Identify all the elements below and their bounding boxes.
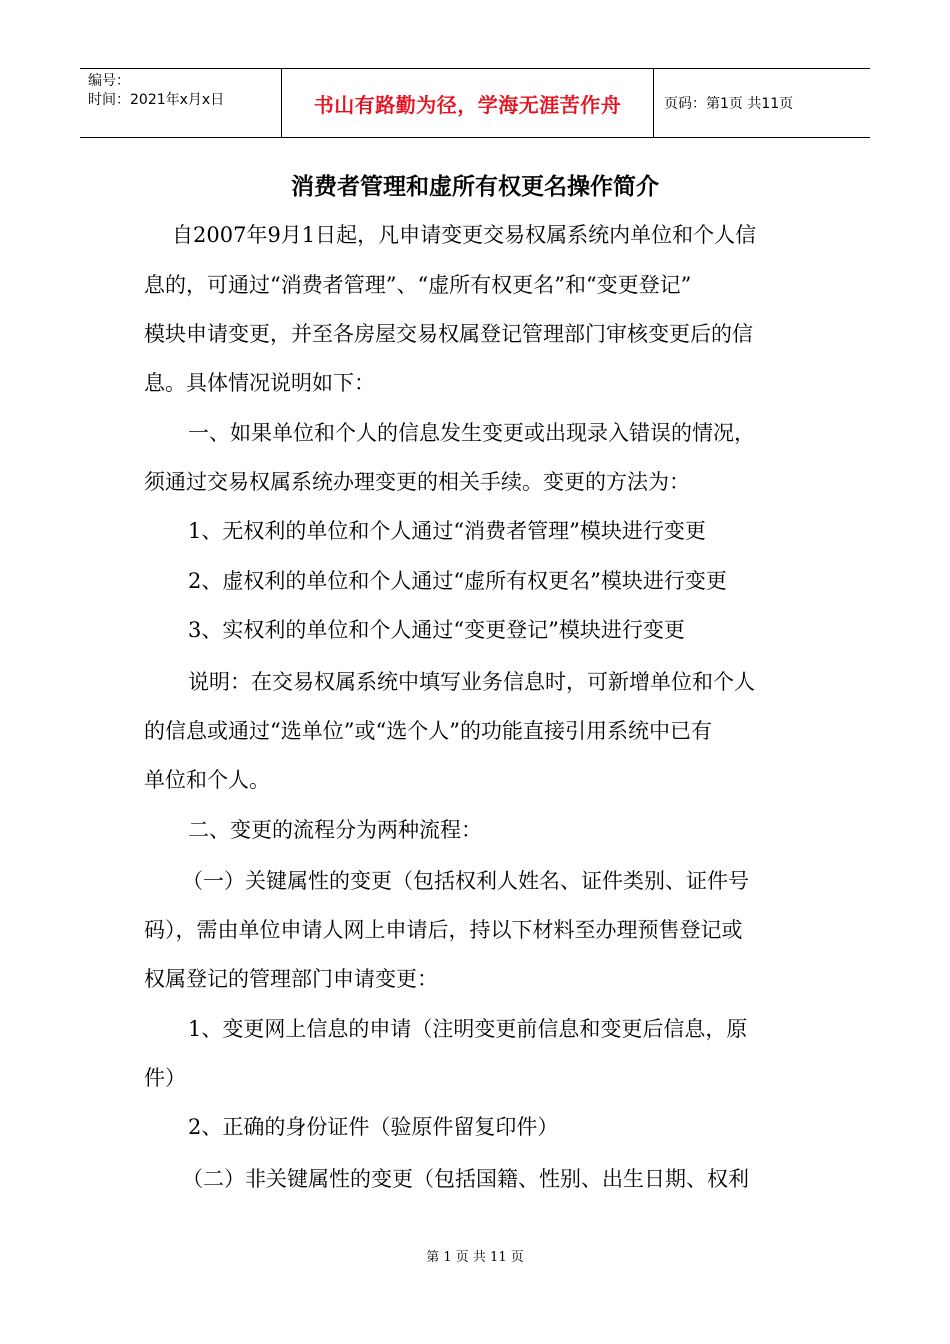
body-line: 单位和个人。 (144, 768, 270, 792)
body-line: 须通过交易权属系统办理变更的相关手续。变更的方法为： (144, 470, 690, 494)
body-line: 2、正确的身份证件（验原件留复印件） (188, 1115, 559, 1139)
document-number-label: 编号： (88, 73, 130, 89)
body-line: 2、虚权利的单位和个人通过“虚所有权更名”模块进行变更 (188, 569, 727, 593)
body-line: 模块申请变更，并至各房屋交易权属登记管理部门审核变更后的信 (144, 322, 753, 346)
document-title: 消费者管理和虚所有权更名操作简介 (291, 174, 659, 200)
body-line: （一）关键属性的变更（包括权利人姓名、证件类别、证件号 (182, 869, 749, 893)
body-line: 说明：在交易权属系统中填写业务信息时，可新增单位和个人 (188, 670, 755, 694)
body-line: 一、如果单位和个人的信息发生变更或出现录入错误的情况， (188, 421, 755, 445)
body-line: 码），需由单位申请人网上申请后，持以下材料至办理预售登记或 (144, 918, 743, 942)
header-motto: 书山有路勤为径，学海无涯苦作舟 (282, 69, 654, 137)
body-line: 件） (144, 1066, 186, 1090)
body-line: 1、变更网上信息的申请（注明变更前信息和变更后信息，原 (188, 1017, 748, 1041)
body-line: （二）非关键属性的变更（包括国籍、性别、出生日期、权利 (182, 1167, 749, 1191)
body-line: 息。具体情况说明如下： (144, 371, 375, 395)
page-footer: 第 1 页 共 11 页 (426, 1250, 524, 1265)
header-page-info: 页码：第1页 共11页 (664, 96, 794, 112)
page-header (80, 68, 870, 138)
document-time-label: 时间：2021年x月x日 (88, 92, 225, 108)
body-line: 自2007年9月1日起，凡申请变更交易权属系统内单位和个人信 (172, 223, 757, 247)
body-line: 息的，可通过“消费者管理”、“虚所有权更名”和“变更登记” (144, 273, 692, 297)
body-line: 权属登记的管理部门申请变更： (144, 967, 438, 991)
body-line: 的信息或通过“选单位”或“选个人”的功能直接引用系统中已有 (144, 719, 712, 743)
body-line: 3、实权利的单位和个人通过“变更登记”模块进行变更 (188, 618, 685, 642)
body-line: 1、无权利的单位和个人通过“消费者管理”模块进行变更 (188, 519, 706, 543)
header-meta (80, 69, 282, 137)
body-line: 二、变更的流程分为两种流程： (188, 818, 482, 842)
